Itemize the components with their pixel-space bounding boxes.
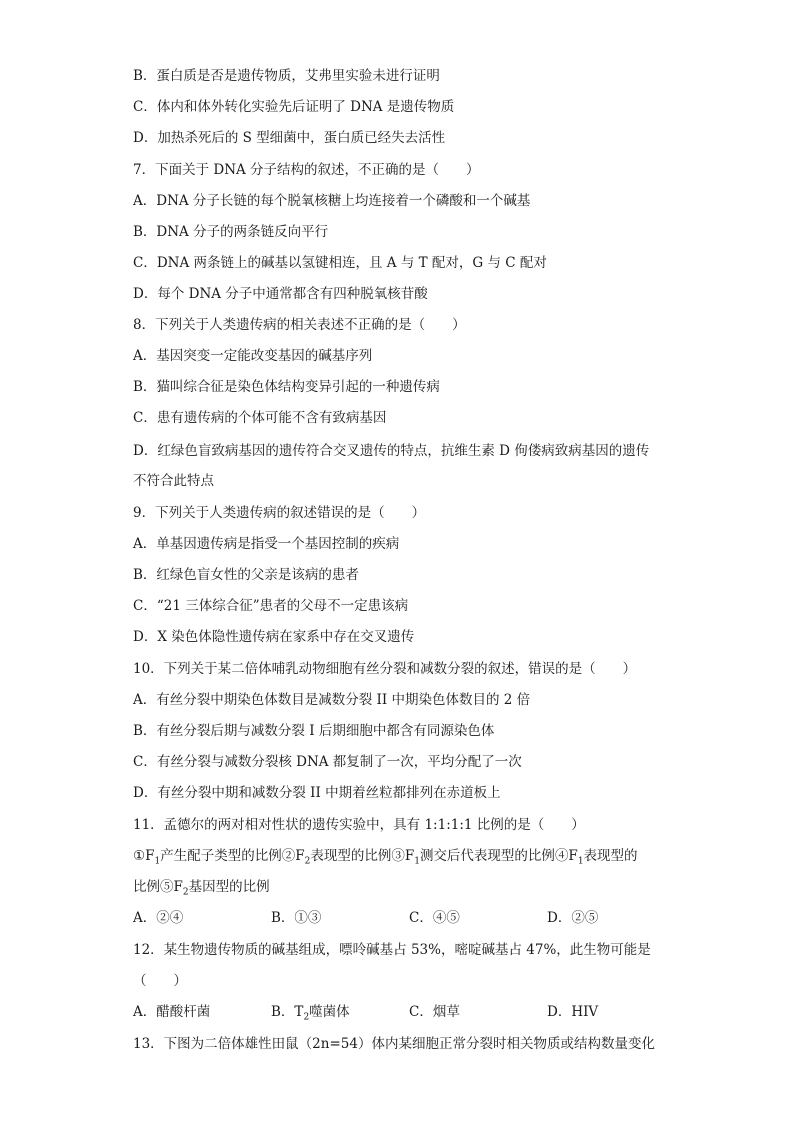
q12-stem-paren: （ ） bbox=[133, 973, 187, 989]
q9-option-b: B．红绿色盲女性的父亲是该病的患者 bbox=[133, 567, 359, 583]
q7-option-a: A．DNA 分子长链的每个脱氧核糖上均连接着一个磷酸和一个碱基 bbox=[133, 193, 531, 209]
q11-option-c: C．④⑤ bbox=[409, 910, 460, 926]
q11-item-3-text: 测交后代表现型的比例 bbox=[419, 848, 555, 864]
q12-option-a: A．醋酸杆菌 bbox=[133, 1004, 211, 1020]
q10-stem: 10．下列关于某二倍体哺乳动物细胞有丝分裂和减数分裂的叙述，错误的是（ ） bbox=[133, 661, 637, 677]
q11-item-4-prefix: ④F bbox=[554, 848, 578, 864]
q7-option-d: D．每个 DNA 分子中通常都含有四种脱氧核苷酸 bbox=[133, 286, 428, 302]
q11-item-1-subscript: 1 bbox=[154, 856, 161, 867]
q7-stem: 7．下面关于 DNA 分子结构的叙述，不正确的是（ ） bbox=[133, 162, 480, 178]
q11-option-a: A．②④ bbox=[133, 910, 184, 926]
q11-item-5-text: 基因型的比例 bbox=[188, 879, 270, 895]
q11-item-2-prefix: ②F bbox=[281, 848, 305, 864]
q12-option-b-text: 噬菌体 bbox=[309, 1004, 350, 1020]
q12-option-d: D．HIV bbox=[547, 1004, 599, 1020]
q11-item-1-text: 产生配子类型的比例 bbox=[160, 848, 282, 864]
q8-option-a: A．基因突变一定能改变基因的碱基序列 bbox=[133, 348, 373, 364]
q11-item-3-prefix: ③F bbox=[391, 848, 415, 864]
q11-option-b: B．①③ bbox=[271, 910, 322, 926]
q7-option-b: B．DNA 分子的两条链反向平行 bbox=[133, 224, 329, 240]
q11-item-2-text: 表现型的比例 bbox=[310, 848, 392, 864]
q10-option-c: C．有丝分裂与减数分裂核 DNA 都复制了一次，平均分配了一次 bbox=[133, 754, 522, 770]
q11-options bbox=[133, 909, 693, 927]
q12-stem: 12．某生物遗传物质的碱基组成，嘌呤碱基占 53%，嘧啶碱基占 47%，此生物可能是 bbox=[133, 942, 651, 958]
q12-option-b-subscript: 2 bbox=[303, 1012, 310, 1023]
q8-option-c: C．患有遗传病的个体可能不含有致病基因 bbox=[133, 410, 387, 426]
q9-option-a: A．单基因遗传病是指受一个基因控制的疾病 bbox=[133, 536, 400, 552]
q11-item-3-subscript: 1 bbox=[414, 856, 420, 867]
q11-item-4-subscript: 1 bbox=[577, 856, 584, 867]
q10-option-b: B．有丝分裂后期与减数分裂 I 后期细胞中都含有同源染色体 bbox=[133, 723, 495, 739]
q11-item-5-prefix: ⑤F bbox=[160, 879, 183, 895]
q12-option-b bbox=[271, 1003, 350, 1021]
q10-option-d: D．有丝分裂中期和减数分裂 II 中期着丝粒都排列在赤道板上 bbox=[133, 785, 501, 801]
q11-statement-line2 bbox=[133, 878, 270, 896]
q7-option-c: C．DNA 两条链上的碱基以氢键相连，且 A 与 T 配对，G 与 C 配对 bbox=[133, 255, 547, 271]
q11-item-4-text-continued: 比例 bbox=[133, 879, 160, 895]
q8-option-b: B．猫叫综合征是染色体结构变异引起的一种遗传病 bbox=[133, 379, 440, 395]
q9-option-d: D．X 染色体隐性遗传病在家系中存在交叉遗传 bbox=[133, 629, 415, 645]
q9-option-c: C．“21 三体综合征”患者的父母不一定患该病 bbox=[133, 598, 409, 614]
q11-item-5-subscript: 2 bbox=[182, 887, 189, 898]
q11-option-d: D．②⑤ bbox=[547, 910, 599, 926]
q6-option-c: C．体内和体外转化实验先后证明了 DNA 是遗传物质 bbox=[133, 99, 455, 115]
q11-statement-line1 bbox=[133, 847, 638, 865]
q12-option-b-prefix: B．T bbox=[271, 1004, 304, 1020]
q11-stem: 11．孟德尔的两对相对性状的遗传实验中，具有 1:1:1:1 比例的是（ ） bbox=[133, 817, 585, 833]
q10-option-a: A．有丝分裂中期染色体数目是减数分裂 II 中期染色体数目的 2 倍 bbox=[133, 692, 531, 708]
q8-option-d-continued: 不符合此特点 bbox=[133, 473, 214, 489]
q8-stem: 8．下列关于人类遗传病的相关表述不正确的是（ ） bbox=[133, 317, 466, 333]
q9-stem: 9．下列关于人类遗传病的叙述错误的是（ ） bbox=[133, 505, 426, 521]
q6-option-b: B．蛋白质是否是遗传物质，艾弗里实验未进行证明 bbox=[133, 68, 440, 84]
q12-option-c: C．烟草 bbox=[409, 1004, 460, 1020]
q13-stem: 13．下图为二倍体雄性田鼠（2n=54）体内某细胞正常分裂时相关物质或结构数量变化 bbox=[133, 1036, 655, 1052]
q11-item-2-subscript: 2 bbox=[304, 856, 311, 867]
q6-option-d: D．加热杀死后的 S 型细菌中，蛋白质已经失去活性 bbox=[133, 130, 446, 146]
q11-item-4-text: 表现型的 bbox=[583, 848, 638, 864]
q12-options bbox=[133, 1003, 693, 1021]
q11-item-1-prefix: ①F bbox=[133, 848, 155, 864]
q8-option-d: D．红绿色盲致病基因的遗传符合交叉遗传的特点，抗维生素 D 佝偻病致病基因的遗传 bbox=[133, 443, 650, 459]
